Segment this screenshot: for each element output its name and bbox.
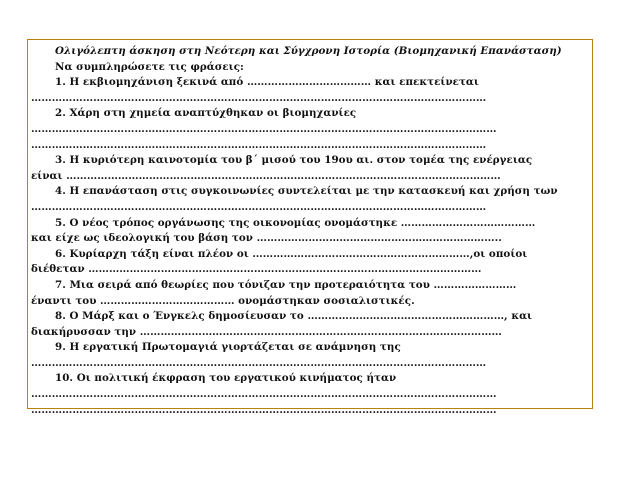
answer-line-4: ……………………………………………………………………………………………………………………	[31, 200, 487, 213]
worksheet-title: Ολιγόλεπτη άσκηση στη Νεότερη και Σύγχρονη Ιστορία (Βιομηχανική Επανάσταση)	[55, 45, 562, 57]
question-5: 5. Ο νέος τρόπος οργάνωσης της οικονομίας ονομάστηκε …………………………………	[55, 216, 536, 229]
answer-line-10b: ………………………………………………………………………………………………………………………	[31, 403, 497, 416]
question-2: 2. Χάρη στη χημεία αναπτύχθηκαν οι βιομηχανίες	[55, 107, 357, 120]
question-8: 8. Ο Μάρξ και ο Ένγκελς δημοσίευσαν το …………………………………………………, και	[55, 310, 533, 323]
answer-line-9: ……………………………………………………………………………………………………………………	[31, 356, 487, 369]
question-10: 10. Οι πολιτική έκφραση του εργατικού κινήματος ήταν	[55, 372, 397, 385]
worksheet-frame	[27, 39, 593, 416]
question-1: 1. Η εκβιομηχάνιση ξεκινά από ……………………………… και επεκτείνεται	[55, 76, 479, 89]
answer-line-10a: ………………………………………………………………………………………………………………………	[31, 388, 497, 401]
question-9: 9. Η εργατική Πρωτομαγιά γιορτάζεται σε ανάμνηση της	[55, 341, 401, 354]
question-6: 6. Κυρίαρχη τάξη είναι πλέον οι ………………………………………………………,οι οποίοι	[55, 247, 528, 260]
question-8-continued: διακήρυσσαν την ……………………………………………………………………………………………	[31, 325, 502, 338]
answer-line-2b: ……………………………………………………………………………………………………………………	[31, 138, 487, 151]
worksheet-instruction: Να συμπληρώσετε τις φράσεις:	[55, 60, 244, 73]
question-7: 7. Μια σειρά από θεωρίες που τόνιζαν την προτεραιότητα του ……………………	[55, 278, 517, 291]
question-4: 4. Η επανάσταση στις συγκοινωνίες συντελείται με την κατασκευή και χρήση των	[55, 185, 558, 198]
answer-line-3: είναι ………………………………………………………………………………………………………………	[31, 169, 501, 182]
answer-line-1: ……………………………………………………………………………………………………………………	[31, 91, 487, 104]
question-5-continued: και είχε ως ιδεολογική του βάση τον ……………………………………………………………..	[31, 232, 502, 245]
answer-line-2a: ………………………………………………………………………………………………………………………	[31, 122, 497, 135]
question-6-continued: διέθεταν ……………………………………………………………………………………………………	[31, 263, 482, 276]
question-7-continued: έναντι του ………………………………… ονομάστηκαν σοσιαλιστικές.	[31, 294, 415, 307]
worksheet-content	[31, 44, 589, 418]
question-3: 3. Η κυριότερη καινοτομία του β΄ μισού του 19ου αι. στον τομέα της ενέργειας	[55, 154, 533, 167]
